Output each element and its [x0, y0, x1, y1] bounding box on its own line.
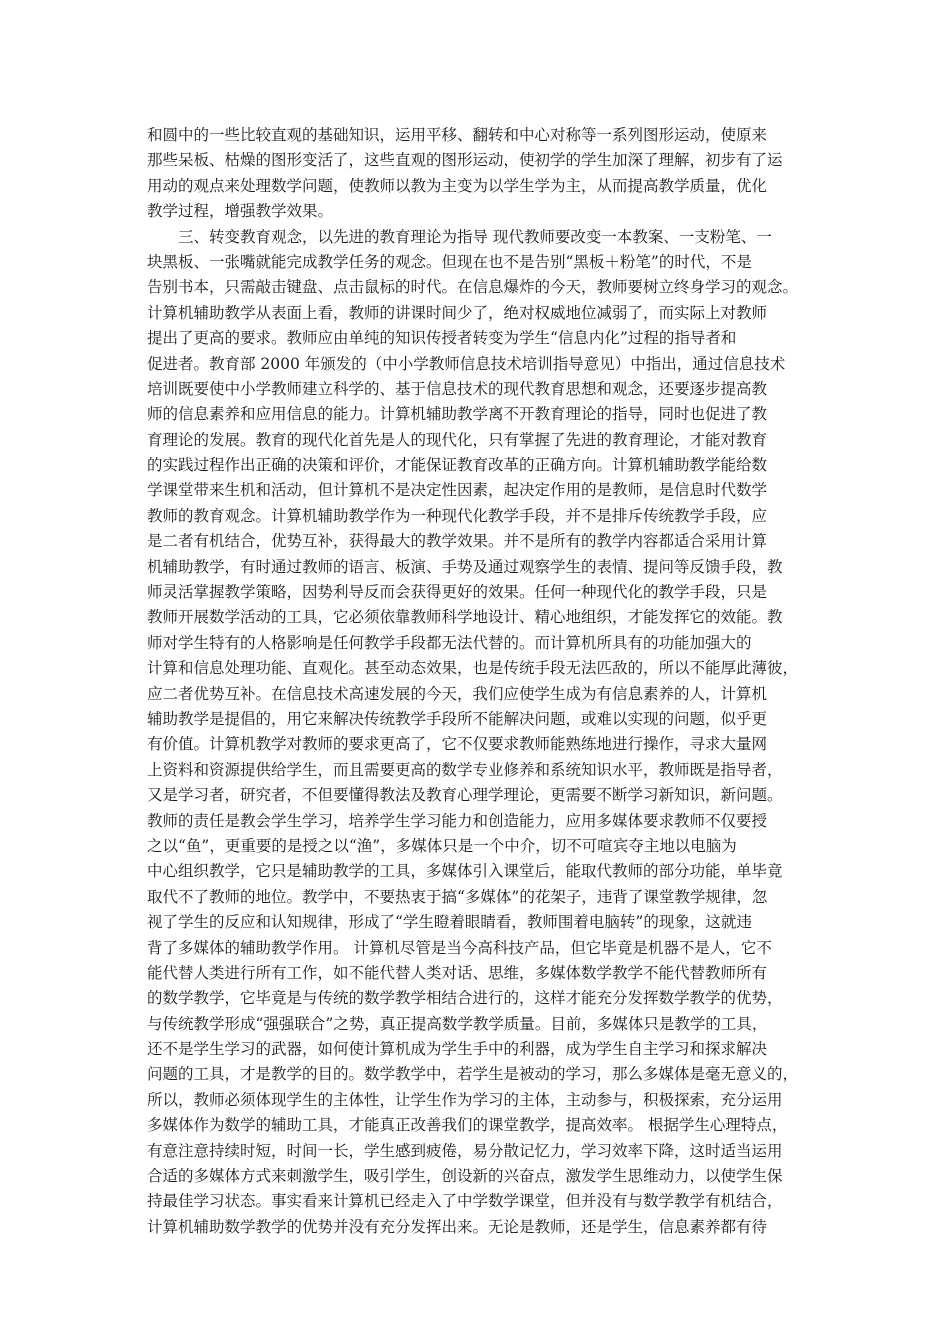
- text-line: 促进者。教育部 2000 年颁发的（中小学教师信息技术培训指导意见）中指出，通过信息技术: [147, 354, 786, 373]
- text-line: 教师开展数学活动的工具，它必须依靠教师科学地设计、精心地组织，才能发挥它的效能。教: [147, 608, 783, 627]
- text-line: 所以，教师必须体现学生的主体性，让学生作为学习的主体，主动参与，积极探索，充分运用: [147, 1090, 783, 1109]
- text-line: 块黑板、一张嘴就能完成教学任务的观念。但现在也不是告别“黑板＋粉笔”的时代，不是: [147, 252, 752, 271]
- text-line: 与传统教学形成“强强联合”之势，真正提高数学教学质量。目前，多媒体只是教学的工具，: [147, 1014, 768, 1033]
- text-line: 教师的责任是教会学生学习，培养学生学习能力和创造能力，应用多媒体要求教师不仅要授: [147, 811, 768, 830]
- text-line: 能代替人类进行所有工作，如不能代替人类对话、思维，多媒体数学教学不能代替教师所有: [147, 963, 768, 982]
- text-line: 的数学教学，它毕竟是与传统的数学教学相结合进行的，这样才能充分发挥数学教学的优势，: [147, 989, 783, 1008]
- text-line: 计算机辅助数学教学的优势并没有充分发挥出来。无论是教师，还是学生，信息素养都有待: [147, 1217, 768, 1236]
- text-line: 问题的工具，才是教学的目的。数学教学中，若学生是被动的学习，那么多媒体是毫无意义的，: [147, 1065, 799, 1084]
- text-line: 计算机辅助教学从表面上看，教师的讲课时间少了，绝对权威地位减弱了，而实际上对教师: [147, 303, 768, 322]
- text-line: 提出了更高的要求。教师应由单纯的知识传授者转变为学生“信息内化”过程的指导者和: [147, 329, 737, 348]
- text-line: 上资料和资源提供给学生，而且需要更高的数学专业修养和系统知识水平，教师既是指导者，: [147, 760, 783, 779]
- text-line: 的实践过程作出正确的决策和评价，才能保证教育改革的正确方向。计算机辅助教学能给数: [147, 456, 768, 475]
- text-line: 还不是学生学习的武器，如何使计算机成为学生手中的利器，成为学生自主学习和探求解决: [147, 1040, 768, 1059]
- text-line: 多媒体作为数学的辅助工具，才能真正改善我们的课堂教学，提高效率。 根据学生心理特点，: [147, 1116, 788, 1135]
- text-line: 又是学习者，研究者，不但要懂得教法及教育心理学理论，更需要不断学习新知识，新问题。: [147, 786, 783, 805]
- text-line: 之以“鱼”，更重要的是授之以“渔”，多媒体只是一个中介，切不可喧宾夺主地以电脑为: [147, 836, 737, 855]
- text-line: 学课堂带来生机和活动，但计算机不是决定性因素，起决定作用的是教师，是信息时代数学: [147, 481, 768, 500]
- paragraph-start-line: 三、转变教育观念，以先进的教育理论为指导 现代教师要改变一本教案、一支粉笔、一: [178, 227, 772, 246]
- text-line: 机辅助教学，有时通过教师的语言、板演、手势及通过观察学生的表情、提问等反馈手段，教: [147, 557, 783, 576]
- text-line: 培训既要使中小学教师建立科学的、基于信息技术的现代教育思想和观念，还要逐步提高教: [147, 379, 768, 398]
- text-line: 和圆中的一些比较直观的基础知识，运用平移、翻转和中心对称等一系列图形运动，使原来: [147, 126, 768, 144]
- text-line: 是二者有机结合，优势互补，获得最大的教学效果。并不是所有的教学内容都适合采用计算: [147, 532, 768, 551]
- text-line: 师灵活掌握教学策略，因势利导反而会获得更好的效果。任何一种现代化的教学手段，只是: [147, 583, 768, 602]
- text-line: 辅助教学是提倡的，用它来解决传统教学手段所不能解决问题，或难以实现的问题，似乎更: [147, 709, 768, 728]
- text-line: 中心组织教学，它只是辅助教学的工具，多媒体引入课堂后，能取代教师的部分功能，单毕竟: [147, 862, 783, 881]
- text-line: 那些呆板、枯燥的图形变活了，这些直观的图形运动，使初学的学生加深了理解，初步有了运: [147, 151, 783, 170]
- text-line: 用动的观点来处理数学问题，使教师以教为主变为以学生学为主，从而提高教学质量，优化: [147, 176, 768, 195]
- body-text: [147, 123, 827, 1240]
- text-line: 告别书本，只需敲击键盘、点击鼠标的时代。在信息爆炸的今天，教师要树立终身学习的观念。: [147, 278, 799, 297]
- text-line: 背了多媒体的辅助教学作用。 计算机尽管是当今高科技产品，但它毕竟是机器不是人，它不: [147, 938, 772, 957]
- text-line: 应二者优势互补。在信息技术高速发展的今天，我们应使学生成为有信息素养的人，计算机: [147, 684, 768, 703]
- text-line: 有意注意持续时短，时间一长，学生感到疲倦，易分散记忆力，学习效率下降，这时适当运用: [147, 1141, 783, 1160]
- text-line: 合适的多媒体方式来刺激学生，吸引学生，创设新的兴奋点，激发学生思维动力，以使学生保: [147, 1167, 783, 1186]
- text-line: 教学过程，增强教学效果。: [147, 202, 334, 221]
- text-line: 取代不了教师的地位。教学中，不要热衷于搞“多媒体”的花架子，违背了课堂教学规律，忽: [147, 887, 768, 906]
- text-line: 计算和信息处理功能、直观化。甚至动态效果，也是传统手段无法匹敌的，所以不能厚此薄彼，: [147, 659, 799, 678]
- text-line: 师的信息素养和应用信息的能力。计算机辅助教学离不开教育理论的指导，同时也促进了教: [147, 405, 768, 424]
- text-line: 持最佳学习状态。事实看来计算机已经走入了中学数学课堂，但并没有与数学教学有机结合，: [147, 1192, 783, 1211]
- text-line: 师对学生特有的人格影响是任何教学手段都无法代替的。而计算机所具有的功能加强大的: [147, 633, 752, 652]
- text-line: 育理论的发展。教育的现代化首先是人的现代化，只有掌握了先进的教育理论，才能对教育: [147, 430, 768, 449]
- text-line: 教师的教育观念。计算机辅助教学作为一种现代化教学手段，并不是排斥传统教学手段，应: [147, 506, 768, 525]
- text-line: 视了学生的反应和认知规律，形成了“学生瞪着眼睛看，教师围着电脑转”的现象，这就违: [147, 913, 752, 932]
- text-line: 有价值。计算机教学对教师的要求更高了，它不仅要求教师能熟练地进行操作，寻求大量网: [147, 735, 768, 754]
